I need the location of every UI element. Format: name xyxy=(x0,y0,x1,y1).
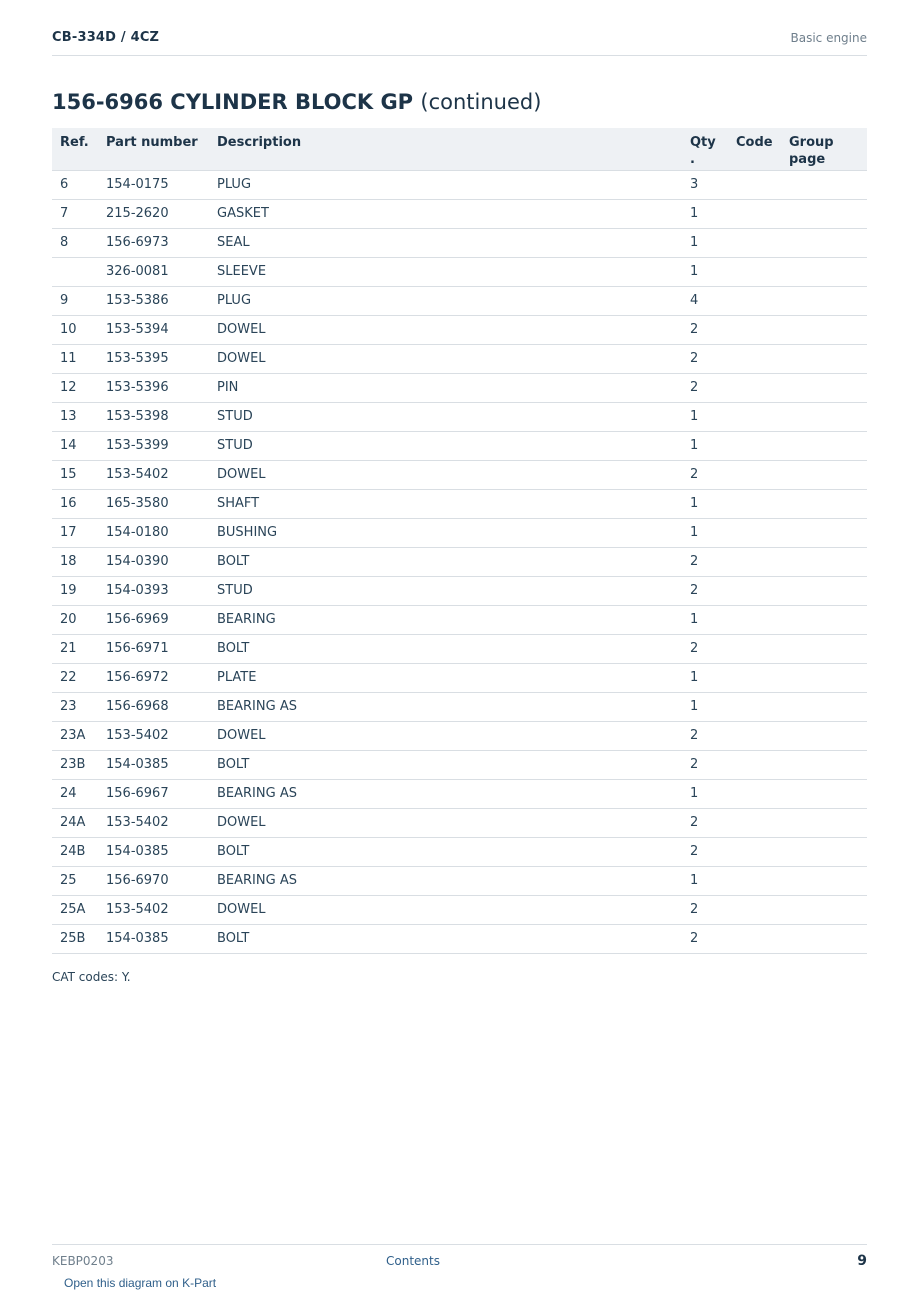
qty-cell: 3 xyxy=(682,170,728,199)
qty-cell: 2 xyxy=(682,460,728,489)
qty-cell: 2 xyxy=(682,808,728,837)
column-header-ref: Ref. xyxy=(52,128,98,170)
ref-cell: 25B xyxy=(52,924,98,953)
qty-cell: 2 xyxy=(682,895,728,924)
description-cell: STUD xyxy=(209,431,682,460)
part-number-cell: 153-5396 xyxy=(98,373,209,402)
ref-cell: 25 xyxy=(52,866,98,895)
group-page-cell xyxy=(781,518,867,547)
qty-cell: 1 xyxy=(682,692,728,721)
table-row xyxy=(52,344,867,373)
part-number-cell: 153-5402 xyxy=(98,721,209,750)
part-number-cell: 215-2620 xyxy=(98,199,209,228)
group-page-cell xyxy=(781,199,867,228)
ref-cell: 9 xyxy=(52,286,98,315)
code-cell xyxy=(728,837,781,866)
code-cell xyxy=(728,460,781,489)
group-page-cell xyxy=(781,924,867,953)
model-label: CB-334D / 4CZ xyxy=(52,30,160,45)
table-row xyxy=(52,257,867,286)
ref-cell xyxy=(52,257,98,286)
table-row xyxy=(52,286,867,315)
group-page-cell xyxy=(781,315,867,344)
ref-cell: 20 xyxy=(52,605,98,634)
code-cell xyxy=(728,547,781,576)
code-cell xyxy=(728,663,781,692)
ref-cell: 17 xyxy=(52,518,98,547)
qty-cell: 2 xyxy=(682,547,728,576)
part-number-cell: 156-6968 xyxy=(98,692,209,721)
table-row xyxy=(52,808,867,837)
ref-cell: 25A xyxy=(52,895,98,924)
description-cell: BOLT xyxy=(209,924,682,953)
table-row xyxy=(52,895,867,924)
part-number-cell: 154-0385 xyxy=(98,924,209,953)
table-row xyxy=(52,547,867,576)
code-cell xyxy=(728,402,781,431)
code-cell xyxy=(728,924,781,953)
ref-cell: 23 xyxy=(52,692,98,721)
part-number-cell: 154-0385 xyxy=(98,750,209,779)
ref-cell: 23B xyxy=(52,750,98,779)
qty-cell: 1 xyxy=(682,605,728,634)
part-number-cell: 153-5386 xyxy=(98,286,209,315)
group-page-cell xyxy=(781,170,867,199)
qty-cell: 1 xyxy=(682,663,728,692)
page-title xyxy=(52,90,541,114)
description-cell: DOWEL xyxy=(209,721,682,750)
ref-cell: 8 xyxy=(52,228,98,257)
table-row xyxy=(52,431,867,460)
description-cell: SHAFT xyxy=(209,489,682,518)
qty-cell: 1 xyxy=(682,431,728,460)
description-cell: GASKET xyxy=(209,199,682,228)
code-cell xyxy=(728,315,781,344)
qty-cell: 2 xyxy=(682,373,728,402)
part-number-cell: 153-5395 xyxy=(98,344,209,373)
group-page-cell xyxy=(781,779,867,808)
description-cell: BEARING AS xyxy=(209,866,682,895)
code-cell xyxy=(728,286,781,315)
group-page-cell xyxy=(781,489,867,518)
group-page-cell xyxy=(781,750,867,779)
table-row xyxy=(52,634,867,663)
ref-cell: 15 xyxy=(52,460,98,489)
ref-cell: 18 xyxy=(52,547,98,576)
code-cell xyxy=(728,257,781,286)
description-cell: SLEEVE xyxy=(209,257,682,286)
table-row xyxy=(52,199,867,228)
table-row xyxy=(52,402,867,431)
qty-cell: 1 xyxy=(682,228,728,257)
qty-cell: 2 xyxy=(682,634,728,663)
group-page-cell xyxy=(781,837,867,866)
description-cell: DOWEL xyxy=(209,315,682,344)
ref-cell: 19 xyxy=(52,576,98,605)
page-number: 9 xyxy=(857,1253,867,1269)
part-number-cell: 153-5398 xyxy=(98,402,209,431)
section-label: Basic engine xyxy=(790,31,867,45)
qty-cell: 2 xyxy=(682,576,728,605)
description-cell: DOWEL xyxy=(209,460,682,489)
qty-cell: 1 xyxy=(682,489,728,518)
group-page-cell xyxy=(781,605,867,634)
part-number-cell: 153-5402 xyxy=(98,460,209,489)
part-number-cell: 153-5402 xyxy=(98,895,209,924)
code-cell xyxy=(728,373,781,402)
parts-table xyxy=(52,128,867,954)
table-row xyxy=(52,460,867,489)
description-cell: BOLT xyxy=(209,634,682,663)
description-cell: DOWEL xyxy=(209,895,682,924)
table-row xyxy=(52,228,867,257)
description-cell: PLUG xyxy=(209,286,682,315)
cat-codes-note: CAT codes: Y. xyxy=(52,970,131,984)
group-page-cell xyxy=(781,721,867,750)
code-cell xyxy=(728,895,781,924)
table-row xyxy=(52,779,867,808)
table-row xyxy=(52,576,867,605)
code-cell xyxy=(728,779,781,808)
qty-cell: 2 xyxy=(682,344,728,373)
description-cell: PLUG xyxy=(209,170,682,199)
table-row xyxy=(52,489,867,518)
table-row xyxy=(52,605,867,634)
table-row xyxy=(52,721,867,750)
code-cell xyxy=(728,228,781,257)
code-cell xyxy=(728,344,781,373)
ref-cell: 6 xyxy=(52,170,98,199)
qty-cell: 2 xyxy=(682,837,728,866)
description-cell: PIN xyxy=(209,373,682,402)
description-cell: STUD xyxy=(209,576,682,605)
description-cell: BEARING AS xyxy=(209,692,682,721)
table-row xyxy=(52,518,867,547)
qty-cell: 2 xyxy=(682,315,728,344)
group-page-cell xyxy=(781,431,867,460)
code-cell xyxy=(728,489,781,518)
part-number-cell: 154-0390 xyxy=(98,547,209,576)
qty-cell: 1 xyxy=(682,866,728,895)
qty-cell: 1 xyxy=(682,518,728,547)
group-page-cell xyxy=(781,344,867,373)
table-header-row xyxy=(52,128,867,170)
qty-cell: 1 xyxy=(682,779,728,808)
qty-cell: 1 xyxy=(682,402,728,431)
description-cell: PLATE xyxy=(209,663,682,692)
ref-cell: 12 xyxy=(52,373,98,402)
table-row xyxy=(52,837,867,866)
ref-cell: 14 xyxy=(52,431,98,460)
group-page-cell xyxy=(781,866,867,895)
group-page-cell xyxy=(781,402,867,431)
group-page-cell xyxy=(781,808,867,837)
table-row xyxy=(52,692,867,721)
group-page-cell xyxy=(781,286,867,315)
table-row xyxy=(52,373,867,402)
group-page-cell xyxy=(781,692,867,721)
qty-cell: 2 xyxy=(682,750,728,779)
code-cell xyxy=(728,866,781,895)
ref-cell: 11 xyxy=(52,344,98,373)
contents-link[interactable]: Contents xyxy=(386,1254,440,1268)
description-cell: BOLT xyxy=(209,750,682,779)
code-cell xyxy=(728,576,781,605)
qty-cell: 2 xyxy=(682,721,728,750)
table-row xyxy=(52,663,867,692)
description-cell: DOWEL xyxy=(209,808,682,837)
group-page-cell xyxy=(781,373,867,402)
ref-cell: 24A xyxy=(52,808,98,837)
table-row xyxy=(52,750,867,779)
code-cell xyxy=(728,808,781,837)
code-cell xyxy=(728,431,781,460)
ref-cell: 10 xyxy=(52,315,98,344)
document-code: KEBP0203 xyxy=(52,1254,114,1268)
description-cell: SEAL xyxy=(209,228,682,257)
part-number-cell: 165-3580 xyxy=(98,489,209,518)
code-cell xyxy=(728,634,781,663)
part-number-cell: 153-5394 xyxy=(98,315,209,344)
ref-cell: 22 xyxy=(52,663,98,692)
group-page-cell xyxy=(781,895,867,924)
part-number-cell: 326-0081 xyxy=(98,257,209,286)
part-number-cell: 156-6969 xyxy=(98,605,209,634)
column-header-part-number: Part number xyxy=(98,128,209,170)
group-page-cell xyxy=(781,634,867,663)
part-number-cell: 156-6973 xyxy=(98,228,209,257)
part-number-cell: 153-5399 xyxy=(98,431,209,460)
code-cell xyxy=(728,605,781,634)
code-cell xyxy=(728,199,781,228)
ref-cell: 16 xyxy=(52,489,98,518)
group-page-cell xyxy=(781,257,867,286)
part-number-cell: 156-6972 xyxy=(98,663,209,692)
group-page-cell xyxy=(781,460,867,489)
continued-label: (continued) xyxy=(420,90,542,114)
group-page-cell xyxy=(781,663,867,692)
part-number-cell: 154-0180 xyxy=(98,518,209,547)
group-name: 156-6966 CYLINDER BLOCK GP xyxy=(52,90,414,114)
part-number-cell: 154-0393 xyxy=(98,576,209,605)
description-cell: BUSHING xyxy=(209,518,682,547)
part-number-cell: 156-6970 xyxy=(98,866,209,895)
column-header-qty: Qty . xyxy=(682,128,728,170)
page-header xyxy=(52,26,867,56)
part-number-cell: 154-0385 xyxy=(98,837,209,866)
part-number-cell: 156-6967 xyxy=(98,779,209,808)
description-cell: STUD xyxy=(209,402,682,431)
part-number-cell: 154-0175 xyxy=(98,170,209,199)
column-header-code: Code xyxy=(728,128,781,170)
code-cell xyxy=(728,692,781,721)
code-cell xyxy=(728,518,781,547)
qty-cell: 1 xyxy=(682,257,728,286)
open-diagram-kpart-link[interactable]: Open this diagram on K-Part xyxy=(64,1276,217,1290)
column-header-description: Description xyxy=(209,128,682,170)
ref-cell: 24B xyxy=(52,837,98,866)
ref-cell: 7 xyxy=(52,199,98,228)
ref-cell: 24 xyxy=(52,779,98,808)
qty-cell: 1 xyxy=(682,199,728,228)
table-row xyxy=(52,866,867,895)
part-number-cell: 156-6971 xyxy=(98,634,209,663)
code-cell xyxy=(728,170,781,199)
table-row xyxy=(52,924,867,953)
code-cell xyxy=(728,750,781,779)
part-number-cell: 153-5402 xyxy=(98,808,209,837)
parts-table-body xyxy=(52,170,867,953)
table-row xyxy=(52,315,867,344)
description-cell: BOLT xyxy=(209,547,682,576)
description-cell: BOLT xyxy=(209,837,682,866)
group-page-cell xyxy=(781,547,867,576)
description-cell: BEARING xyxy=(209,605,682,634)
ref-cell: 13 xyxy=(52,402,98,431)
ref-cell: 21 xyxy=(52,634,98,663)
qty-cell: 2 xyxy=(682,924,728,953)
column-header-group-page: Group page xyxy=(781,128,867,170)
group-page-cell xyxy=(781,576,867,605)
description-cell: BEARING AS xyxy=(209,779,682,808)
description-cell: DOWEL xyxy=(209,344,682,373)
qty-cell: 4 xyxy=(682,286,728,315)
table-row xyxy=(52,170,867,199)
group-page-cell xyxy=(781,228,867,257)
ref-cell: 23A xyxy=(52,721,98,750)
code-cell xyxy=(728,721,781,750)
